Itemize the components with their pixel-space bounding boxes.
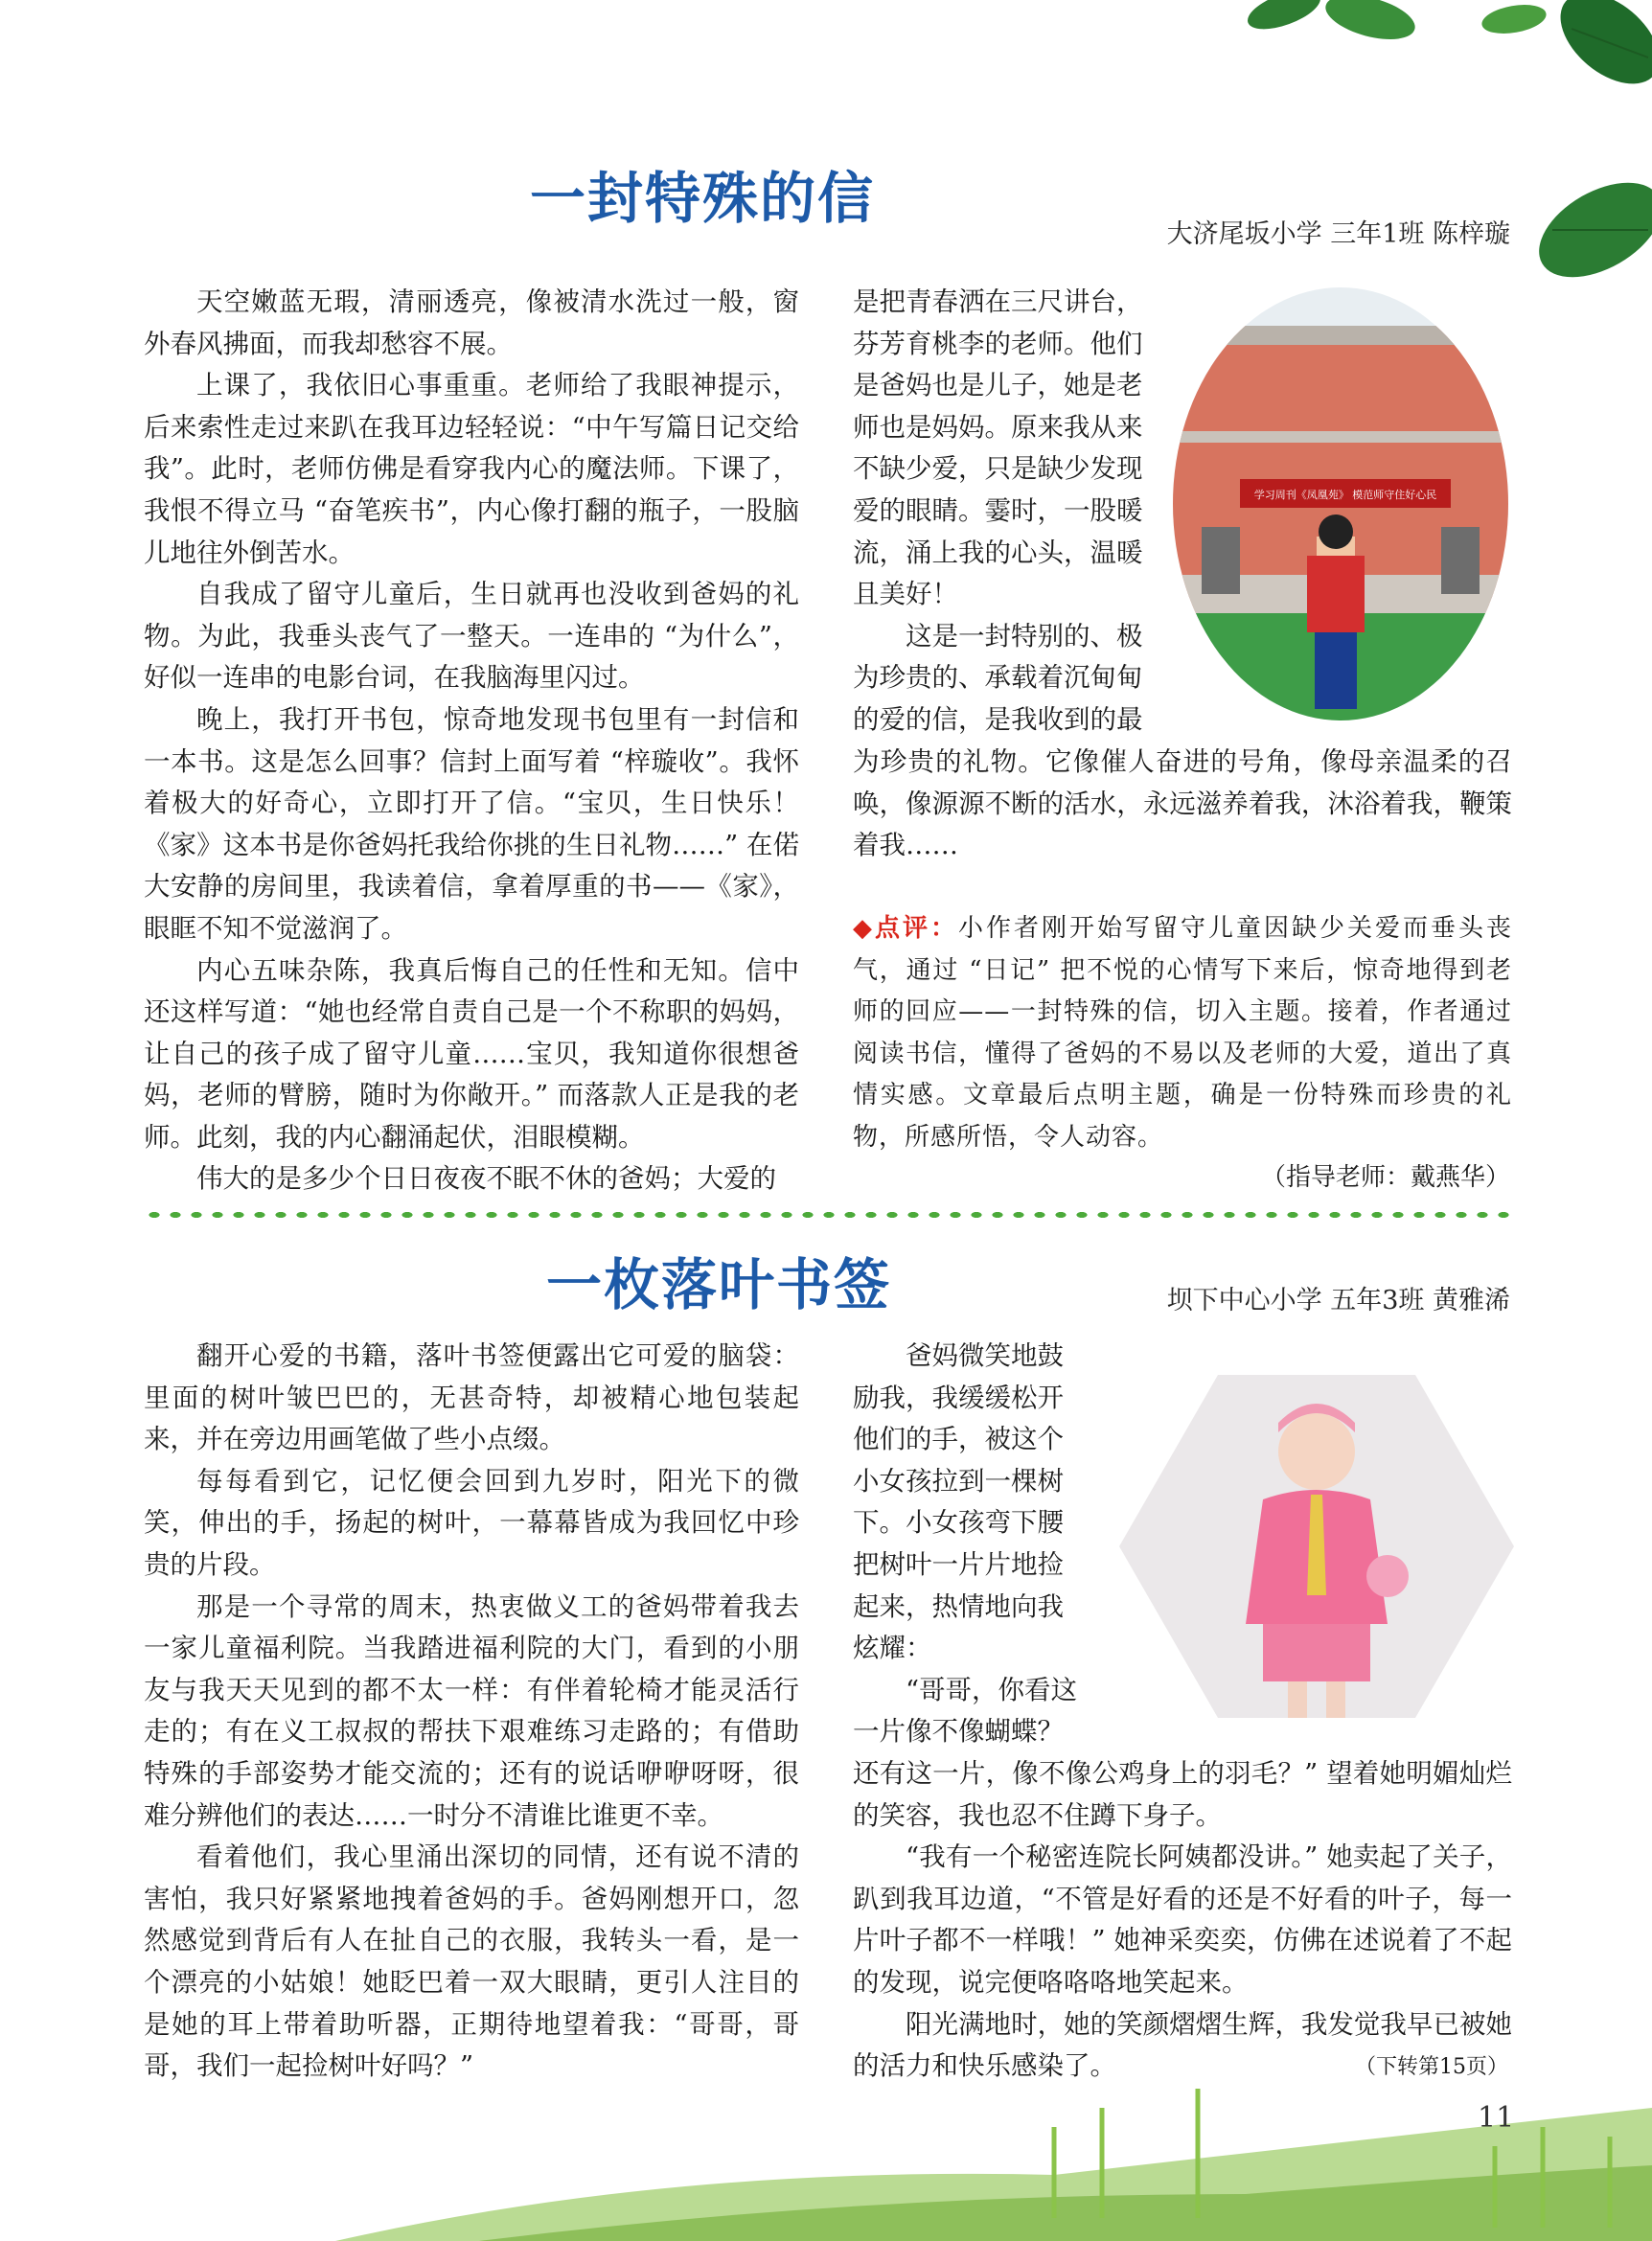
paragraph: 还有这一片，像不像公鸡身上的羽毛？” 望着她明媚灿烂的笑容，我也忍不住蹲下身子。 bbox=[853, 1758, 1512, 1831]
text-line: 且美好！ bbox=[853, 579, 958, 610]
text-line: 师也是妈妈。原来我从来 bbox=[853, 411, 1143, 443]
text-line: 爱的眼睛。霎时，一股暖 bbox=[853, 494, 1143, 526]
article-title: 一封特殊的信 bbox=[530, 166, 876, 231]
banner-text: 学习周刊《凤凰苑》 模范师守住好心民 bbox=[1253, 489, 1437, 501]
text-line: 不缺少爱，只是缺少发现 bbox=[853, 453, 1143, 485]
paragraph: 自我成了留守儿童后，生日就再也没收到爸妈的礼物。为此，我垂头丧气了一整天。一连串的 “为什么”，好似一连串的电影台词，在我脑海里闪过。 bbox=[144, 579, 799, 694]
paragraph: 晚上，我打开书包，惊奇地发现书包里有一封信和一本书。这是怎么回事？信封上面写着 “梓璇收”。我怀着极大的好奇心，立即打开了信。“宝贝，生日快乐！《家》这本书是你爸妈托我给你挑的生日礼物……” 在偌大安静的房间里，我读着信，拿着厚重的书——《家》，眼眶不知不觉滋润了。 bbox=[144, 703, 799, 944]
continue-note: （下转第15页） bbox=[1355, 2055, 1508, 2079]
article-body-right-narrow bbox=[853, 1336, 1112, 1753]
text-line: 是把青春洒在三尺讲台， bbox=[853, 286, 1143, 317]
text-line: 下。小女孩弯下腰 bbox=[853, 1507, 1064, 1539]
author-byline: 大济尾坂小学 三年1班 陈梓璇 bbox=[1166, 219, 1510, 249]
text-line: 起来，热情地向我 bbox=[853, 1590, 1064, 1622]
page-number: 11 bbox=[1478, 2101, 1515, 2135]
text-line: 芬芳育桃李的老师。他们 bbox=[853, 328, 1143, 359]
paragraph: 看着他们，我心里涌出深切的同情，还有说不清的害怕，我只好紧紧地拽着爸妈的手。爸妈刚想开口，忽然感觉到背后有人在扯自己的衣服，我转头一看，是一个漂亮的小姑娘！她眨巴着一双大眼睛，更引人注目的是她的耳上带着助听器，正期待地望着我：“哥哥，哥哥，我们一起捡树叶好吗？” bbox=[144, 1841, 799, 2082]
leaf-divider bbox=[144, 1209, 1512, 1221]
article-body-right-wide bbox=[853, 1753, 1512, 2088]
article-body-left bbox=[144, 1336, 799, 2088]
text-line: 励我，我缓缓松开 bbox=[853, 1382, 1064, 1413]
article-body-left bbox=[144, 282, 799, 1201]
paragraph: 翻开心爱的书籍，落叶书签便露出它可爱的脑袋：里面的树叶皱巴巴的，无甚奇特，却被精心地包装起来，并在旁边用画笔做了些小点缀。 bbox=[144, 1340, 799, 1455]
paragraph: 上课了，我依旧心事重重。老师给了我眼神提示，后来索性走过来趴在我耳边轻轻说：“中午写篇日记交给我”。此时，老师仿佛是看穿我内心的魔法师。下课了，我恨不得立马 “奋笔疾书”，内心像打翻的瓶子，一股脑儿地往外倒苦水。 bbox=[144, 370, 799, 568]
paragraph: 为珍贵的礼物。它像催人奋进的号角，像母亲温柔的召唤，像源源不断的活水，永远滋养着我，沐浴着我，鞭策着我…… bbox=[853, 746, 1512, 861]
paragraph: 伟大的是多少个日日夜夜不眠不休的爸妈；大爱的 bbox=[196, 1163, 776, 1195]
text-line: 他们的手，被这个 bbox=[853, 1424, 1064, 1455]
mentor-credit: （指导老师：戴燕华） bbox=[1260, 1163, 1510, 1192]
article-title: 一枚落叶书签 bbox=[546, 1252, 892, 1317]
editor-comment bbox=[853, 908, 1512, 1159]
text-line: 爸妈微笑地鼓 bbox=[853, 1340, 1064, 1371]
article-body-right-wide bbox=[853, 742, 1512, 867]
comment-label: ◆点评： bbox=[853, 914, 958, 943]
text-line: 炫耀： bbox=[853, 1633, 932, 1664]
text-line: 流，涌上我的心头，温暖 bbox=[853, 537, 1143, 568]
article-body-right-narrow bbox=[853, 282, 1169, 742]
paragraph: 每每看到它，记忆便会回到九岁时，阳光下的微笑，伸出的手，扬起的树叶，一幕幕皆成为我回忆中珍贵的片段。 bbox=[144, 1465, 799, 1580]
student-photo-school bbox=[1173, 287, 1508, 720]
paragraph: 阳光满地时，她的笑颜熠熠生辉，我发觉我早已被她的活力和快乐感染了。 bbox=[853, 2008, 1512, 2082]
text-line: 是爸妈也是儿子，她是老 bbox=[853, 370, 1143, 401]
text-line: 把树叶一片片地捡 bbox=[853, 1548, 1064, 1580]
text-line: 一片像不像蝴蝶？ bbox=[853, 1716, 1064, 1748]
student-photo-girl bbox=[1119, 1375, 1514, 1718]
paragraph: “我有一个秘密连院长阿姨都没讲。” 她卖起了关子，趴到我耳边道，“不管是好看的还是不好看的叶子，每一片叶子都不一样哦！” 她神采奕奕，仿佛在述说着了不起的发现，说完便咯咯咯地笑起来。 bbox=[853, 1841, 1512, 1998]
text-line: 为珍贵的、承载着沉甸甸 bbox=[853, 662, 1143, 694]
comment-text: 小作者刚开始写留守儿童因缺少关爱而垂头丧气，通过 “日记” 把不悦的心情写下来后，惊奇地得到老师的回应——一封特殊的信，切入主题。接着，作者通过阅读书信，懂得了爸妈的不易以及老师的大爱，道出了真情实感。文章最后点明主题，确是一份特殊而珍贵的礼物，所感所悟，令人动容。 bbox=[853, 914, 1512, 1152]
paragraph: 天空嫩蓝无瑕，清丽透亮，像被清水洗过一般，窗外春风拂面，而我却愁容不展。 bbox=[144, 286, 799, 359]
paragraph: 内心五味杂陈，我真后悔自己的任性和无知。信中还这样写道：“她也经常自责自己是一个不称职的妈妈，让自己的孩子成了留守儿童……宝贝，我知道你很想爸妈，老师的臂膀，随时为你敞开。” 而落款人正是我的老师。此刻，我的内心翻涌起伏，泪眼模糊。 bbox=[144, 954, 799, 1153]
author-byline: 坝下中心小学 五年3班 黄雅浠 bbox=[1166, 1286, 1510, 1315]
text-line: 小女孩拉到一棵树 bbox=[853, 1465, 1064, 1497]
text-line: 这是一封特别的、极 bbox=[853, 620, 1143, 652]
paragraph: 那是一个寻常的周末，热衷做义工的爸妈带着我去一家儿童福利院。当我踏进福利院的大门，看到的小朋友与我天天见到的都不太一样：有伴着轮椅才能灵活行走的；有在义工叔叔的帮扶下艰难练习走路的；有借助特殊的手部姿势才能交流的；还有的说话咿咿呀呀，很难分辨他们的表达……一时分不清谁比谁更不幸。 bbox=[144, 1590, 799, 1831]
text-line: “哥哥，你看这 bbox=[853, 1674, 1078, 1705]
text-line: 的爱的信，是我收到的最 bbox=[853, 703, 1143, 735]
